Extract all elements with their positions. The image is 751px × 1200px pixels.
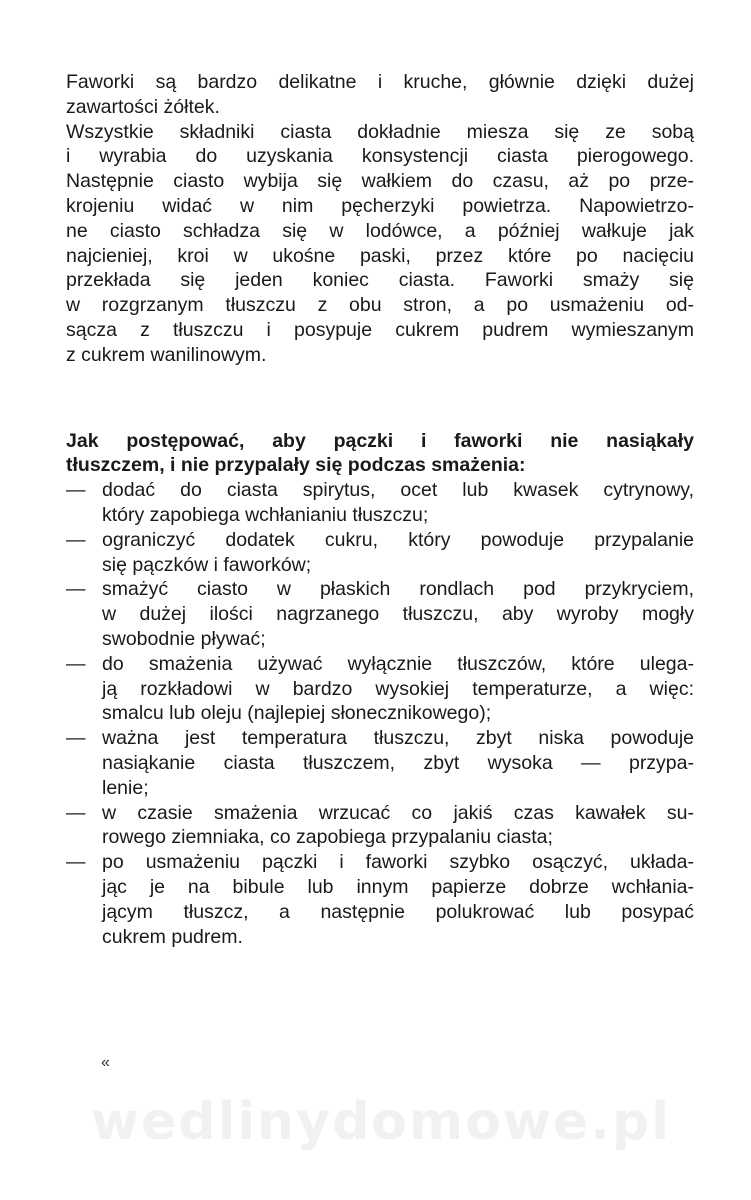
tips-heading xyxy=(66,429,694,479)
text-line: swobodnie pływać; xyxy=(102,627,266,650)
dash-bullet: — xyxy=(66,652,86,675)
text-line: nasiąkanie ciasta tłuszczem, zbyt wysoka — przypa- xyxy=(102,751,694,774)
text-line: rowego ziemniaka, co zapobiega przypalaniu ciasta; xyxy=(102,826,553,849)
text-line: ją rozkładowi w bardzo wysokiej temperaturze, a więc: xyxy=(102,677,694,700)
list-item xyxy=(66,726,694,800)
text-line: w czasie smażenia wrzucać co jakiś czas kawałek su- xyxy=(102,801,694,824)
text-line: cukrem pudrem. xyxy=(102,925,243,948)
text-line: w rozgrzanym tłuszczu z obu stron, a po usmażeniu od- xyxy=(66,294,694,317)
text-line: Następnie ciasto wybija się wałkiem do czasu, aż po prze- xyxy=(66,170,694,193)
text-line: do smażenia używać wyłącznie tłuszczów, które ulega- xyxy=(102,652,694,675)
list-item xyxy=(66,850,694,949)
tips-list xyxy=(66,478,694,949)
text-line: smażyć ciasto w płaskich rondlach pod przykryciem, xyxy=(102,578,694,601)
dash-bullet: — xyxy=(66,479,86,502)
text-line: który zapobiega wchłanianiu tłuszczu; xyxy=(102,503,429,526)
text-line: się pączków i faworków; xyxy=(102,553,312,576)
dash-bullet: — xyxy=(66,727,86,750)
text-line: przekłada się jeden koniec ciasta. Faworki smaży się xyxy=(66,269,694,292)
heading-line: Jak postępować, aby pączki i faworki nie nasiąkały xyxy=(66,429,694,452)
text-line: jącym tłuszcz, a następnie polukrować lub posypać xyxy=(102,900,694,923)
text-line: i wyrabia do uzyskania konsystencji ciasta pierogowego. xyxy=(66,145,694,168)
method-paragraph xyxy=(66,120,694,368)
list-item xyxy=(66,801,694,851)
text-line: dodać do ciasta spirytus, ocet lub kwasek cytrynowy, xyxy=(102,479,694,502)
watermark: wedlinydomowe.pl xyxy=(90,1092,672,1152)
text-line: Faworki są bardzo delikatne i kruche, głównie dzięki dużej xyxy=(66,71,694,93)
text-line: smalcu lub oleju (najlepiej słonecznikowego); xyxy=(102,702,492,725)
text-line: z cukrem wanilinowym. xyxy=(66,343,267,366)
text-line: jąc je na bibule lub innym papierze dobrze wchłania- xyxy=(102,875,694,898)
list-item xyxy=(66,528,694,578)
text-line: najcieniej, kroi w ukośne paski, przez które po nacięciu xyxy=(66,244,694,267)
text-line: sącza z tłuszczu i posypuje cukrem pudrem wymieszanym xyxy=(66,318,694,341)
text-line: zawartości żółtek. xyxy=(66,95,220,118)
text-line: ważna jest temperatura tłuszczu, zbyt niska powoduje xyxy=(102,727,694,750)
text-line: w dużej ilości nagrzanego tłuszczu, aby wyroby mogły xyxy=(102,603,694,626)
intro-paragraph xyxy=(66,70,694,120)
text-line: ograniczyć dodatek cukru, który powoduje przypalanie xyxy=(102,528,694,551)
dash-bullet: — xyxy=(66,578,86,601)
heading-line: tłuszczem, i nie przypalały się podczas smażenia: xyxy=(66,454,526,477)
page-content xyxy=(66,70,694,949)
list-item xyxy=(66,652,694,726)
dash-bullet: — xyxy=(66,528,86,551)
text-line: ne ciasto schładza się w lodówce, a później wałkuje jak xyxy=(66,219,694,242)
text-line: lenie; xyxy=(102,776,149,799)
dash-bullet: — xyxy=(66,801,86,824)
text-line: po usmażeniu pączki i faworki szybko osączyć, układa- xyxy=(102,851,694,874)
dash-bullet: — xyxy=(66,851,86,874)
footer-mark: « xyxy=(101,1054,110,1071)
list-item xyxy=(66,478,694,528)
list-item xyxy=(66,577,694,651)
text-line: Wszystkie składniki ciasta dokładnie miesza się ze sobą xyxy=(66,120,694,143)
text-line: krojeniu widać w nim pęcherzyki powietrza. Napowietrzo- xyxy=(66,194,694,217)
